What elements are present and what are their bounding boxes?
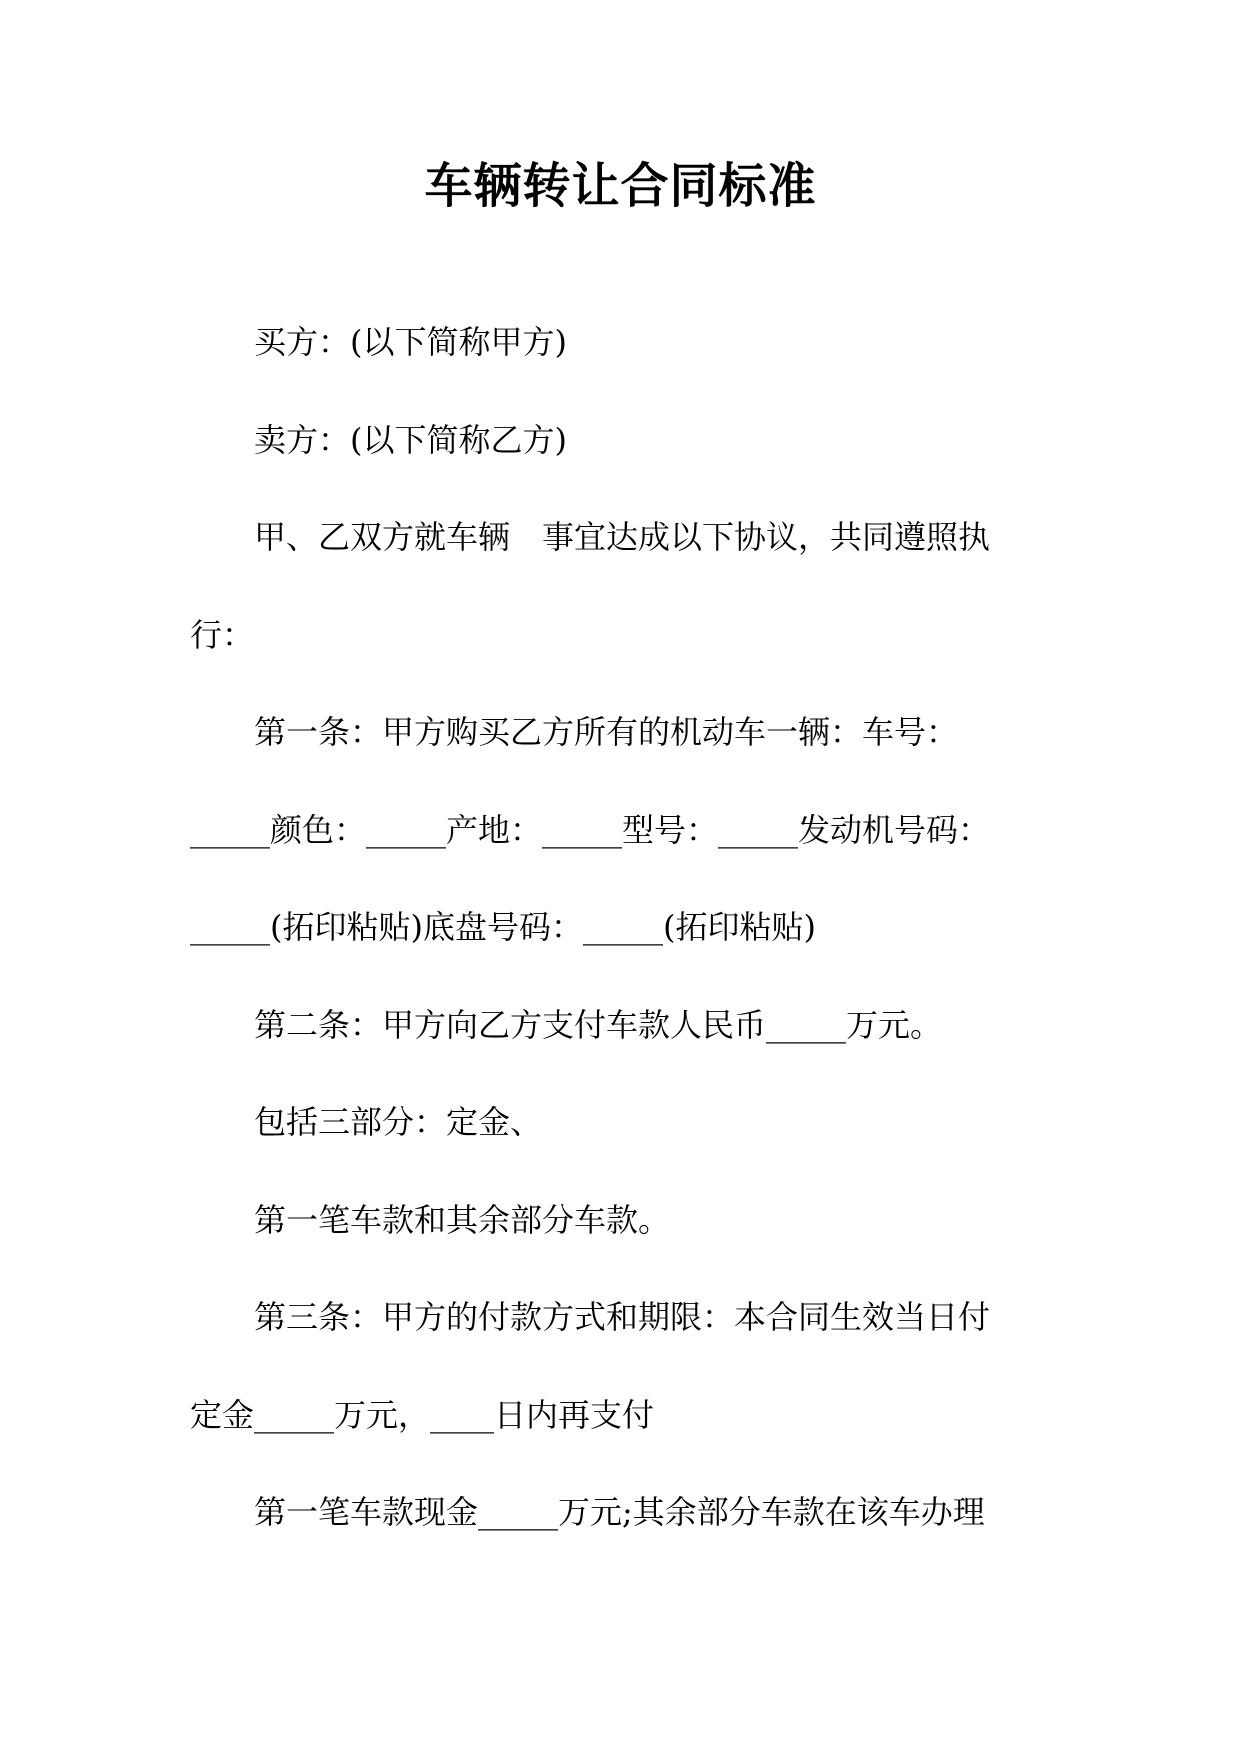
paragraph-line: 第一笔车款现金_____万元;其余部分车款在该车办理 — [254, 1493, 985, 1531]
paragraph-line: 行： — [190, 615, 255, 654]
paragraph-line: 第一笔车款和其余部分车款。 — [254, 1200, 671, 1239]
paragraph-line: 第一条：甲方购买乙方所有的机动车一辆：车号： — [254, 713, 959, 751]
paragraph-line: 定金_____万元，____日内再支付 — [190, 1395, 655, 1434]
document-body — [190, 294, 1030, 1562]
paragraph-line: _____颜色：_____产地：_____型号：_____发动机号码： — [190, 810, 991, 849]
document-title: 车辆转让合同标准 — [424, 158, 817, 214]
paragraph-line: 买方：(以下简称甲方) — [254, 323, 567, 361]
paragraph-line: _____(拓印粘贴)底盘号码：_____(拓印粘贴) — [190, 908, 816, 946]
paragraph-line: 卖方：(以下简称乙方) — [254, 420, 567, 459]
paragraph-line: 第三条：甲方的付款方式和期限：本合同生效当日付 — [254, 1298, 991, 1336]
paragraph-line: 第二条：甲方向乙方支付车款人民币_____万元。 — [254, 1005, 943, 1044]
paragraph-line: 甲、乙双方就车辆 事宜达成以下协议，共同遵照执 — [254, 518, 991, 556]
paragraph-line: 包括三部分：定金、 — [254, 1103, 543, 1141]
